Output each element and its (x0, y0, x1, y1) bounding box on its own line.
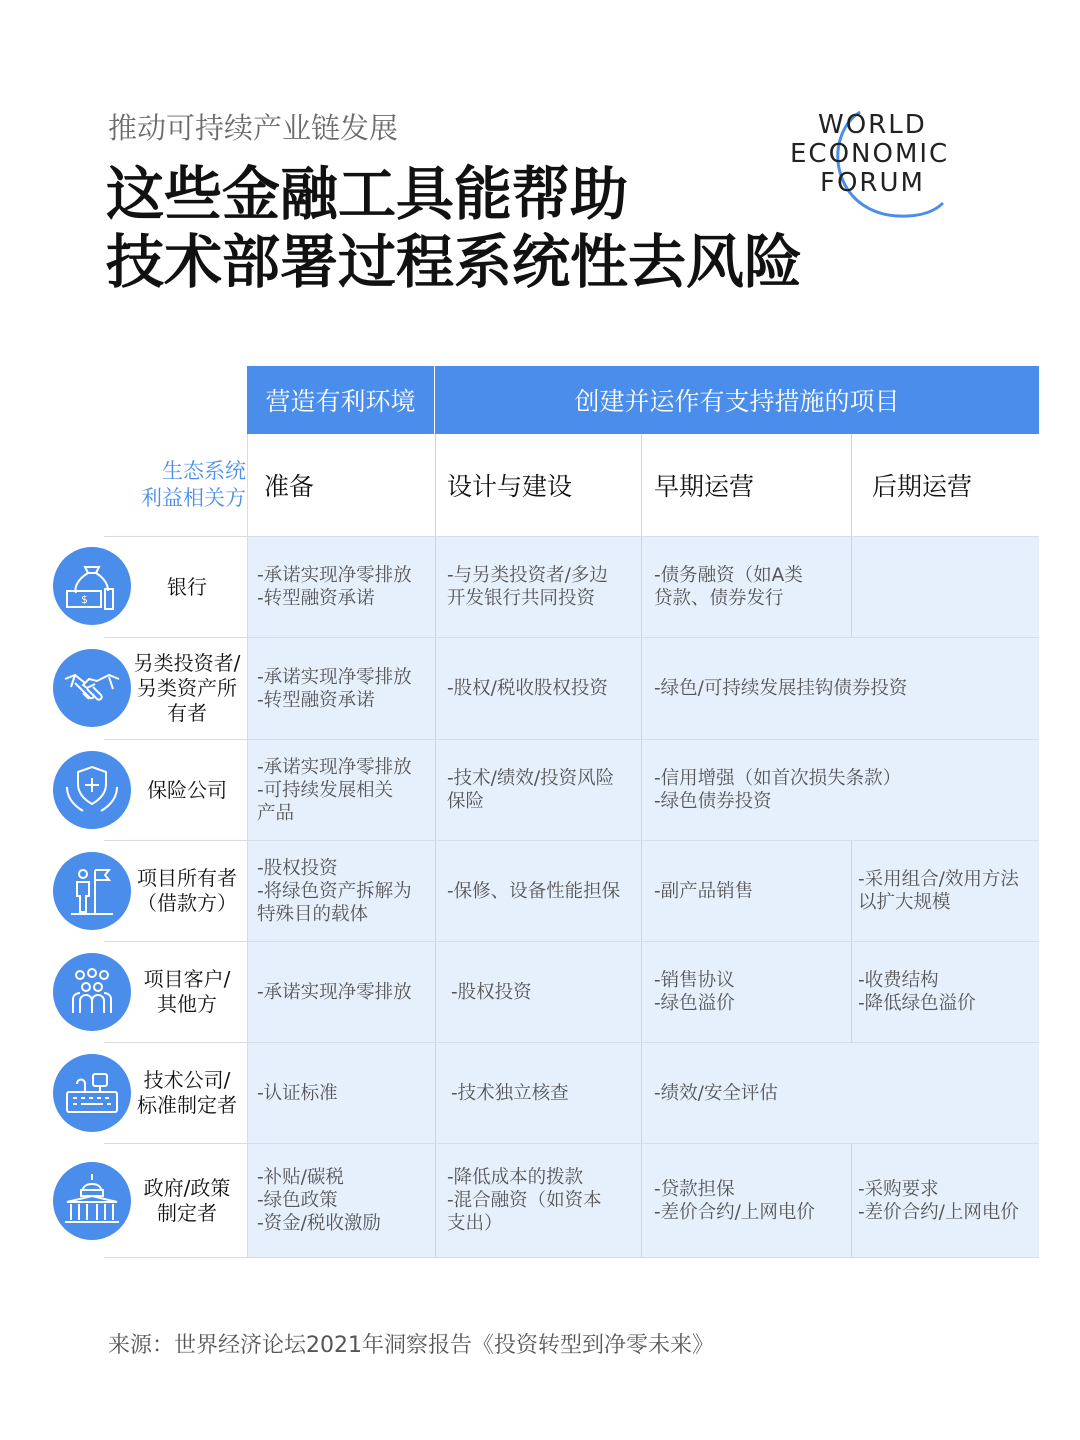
stakeholder-header (104, 434, 246, 536)
stakeholder-label-government (128, 1144, 246, 1257)
cell-project-owner-early (654, 841, 844, 941)
cell-government-late (858, 1144, 1036, 1257)
cell-line: -绿色溢价 (654, 993, 735, 1014)
label-line: 技术公司/ (143, 1068, 231, 1092)
cell-line: -差价合约/上网电价 (858, 1201, 1019, 1223)
cell-line: -降低成本的拨款 (447, 1167, 584, 1188)
cell-line: -承诺实现净零排放 (257, 666, 412, 688)
government-building-icon (53, 1162, 131, 1240)
handshake-icon (53, 649, 131, 727)
cell-line: 保险 (447, 791, 485, 812)
label-line: 有者 (167, 701, 207, 725)
cell-project-owner-design (447, 841, 637, 941)
stakeholder-label-bank (128, 537, 246, 637)
cell-line: -技术/绩效/投资风险 (447, 768, 615, 789)
label-line: 制定者 (157, 1200, 217, 1225)
cell-line: -收费结构 (858, 970, 939, 991)
cell-customers-late (858, 942, 1036, 1042)
cell-line: -降低绿色溢价 (858, 993, 976, 1014)
column-divider (851, 1143, 852, 1257)
cell-tech-design (451, 1043, 637, 1143)
stakeholder-label-tech-companies (128, 1043, 246, 1143)
title-line-1: 这些金融工具能帮助 (106, 160, 629, 228)
cell-line: -保修、设备性能担保 (447, 880, 621, 902)
cell-line: -绿色政策 (257, 1190, 338, 1211)
cell-government-design (447, 1144, 637, 1257)
cell-project-owner-prep (257, 841, 433, 941)
cell-line: -承诺实现净零排放 (257, 565, 412, 586)
cell-line: -补贴/碳税 (257, 1167, 344, 1188)
label-line: 标准制定者 (137, 1093, 237, 1117)
insurance-shield-hands-icon (53, 751, 131, 829)
cell-line: -绿色债券投资 (654, 791, 772, 812)
customer-group-icon (53, 953, 131, 1031)
page-title (106, 160, 802, 296)
stakeholder-header-line-1: 生态系统 (162, 459, 246, 483)
logo-text-economic: ECONOMIC (790, 139, 950, 169)
subtitle: 推动可持续产业链发展 (108, 111, 399, 145)
label-line: 另类投资者/ (133, 651, 241, 675)
cell-line: 产品 (257, 802, 295, 824)
cell-alt-investors-design (447, 638, 637, 739)
source-note: 来源：世界经济论坛2021年洞察报告《投资转型到净零未来》 (108, 1333, 714, 1358)
cell-line: -股权/税收股权投资 (447, 678, 608, 699)
cell-government-early (654, 1144, 844, 1257)
cell-insurance-prep (257, 740, 433, 840)
stage-late-operation: 后期运营 (872, 472, 973, 501)
cell-bank-prep (257, 537, 433, 637)
cell-line: -承诺实现净零排放 (257, 756, 412, 778)
cell-line: -股权投资 (451, 981, 532, 1003)
label-line: （借款方） (137, 891, 237, 915)
stage-early-operation: 早期运营 (654, 472, 755, 501)
column-divider (247, 434, 248, 1257)
cell-line: -资金/税收激励 (257, 1213, 381, 1234)
label-line: 其他方 (157, 992, 217, 1016)
stage-design-build: 设计与建设 (447, 472, 573, 501)
cell-line: -差价合约/上网电价 (654, 1201, 815, 1223)
cell-line: 以扩大规模 (858, 892, 951, 913)
cell-line: -混合融资（如资本 (447, 1190, 602, 1211)
cell-line: -股权投资 (257, 857, 338, 879)
stakeholder-label-insurance (128, 740, 246, 840)
stakeholder-header-line-2: 利益相关方 (141, 486, 246, 510)
label-line: 保险公司 (147, 777, 227, 802)
title-line-2: 技术部署过程系统性去风险 (106, 228, 803, 296)
group-header-supported-projects: 创建并运作有支持措施的项目 (435, 366, 1039, 434)
cell-line: -销售协议 (654, 970, 735, 991)
stakeholder-label-alternative-investors (128, 638, 246, 739)
cell-customers-prep (257, 942, 433, 1042)
label-line: 政府/政策 (143, 1175, 231, 1200)
cell-government-prep (257, 1144, 433, 1257)
cell-line: -技术独立核查 (451, 1082, 569, 1104)
cell-line: -信用增强（如首次损失条款） (654, 768, 902, 789)
cell-bank-early (654, 537, 844, 637)
cell-line: -采购要求 (858, 1178, 939, 1200)
cell-line: -转型融资承诺 (257, 689, 375, 711)
cell-line: -与另类投资者/多边 (447, 565, 608, 586)
cell-project-owner-late (858, 841, 1036, 941)
tech-standards-icon (53, 1054, 131, 1132)
cell-line: -转型融资承诺 (257, 588, 375, 609)
row-divider (104, 1257, 1039, 1258)
stakeholder-label-project-owner (128, 841, 246, 941)
group-header-enabling-environment: 营造有利环境 (247, 366, 434, 434)
cell-alt-investors-operation (654, 638, 1034, 739)
cell-line: -贷款担保 (654, 1178, 735, 1200)
label-line: 另类资产所 (137, 676, 237, 700)
cell-line: -债务融资（如A类 (654, 565, 803, 586)
cell-line: -绩效/安全评估 (654, 1082, 778, 1104)
cell-line: 开发银行共同投资 (447, 588, 596, 609)
cell-customers-early (654, 942, 844, 1042)
cell-insurance-operation (654, 740, 1034, 840)
cell-line: 贷款、债券发行 (654, 588, 784, 609)
svg-text:$: $ (81, 593, 88, 606)
stage-preparation: 准备 (264, 472, 315, 501)
cell-line: -副产品销售 (654, 880, 754, 902)
label-line: 项目客户/ (143, 967, 231, 991)
cell-line: -认证标准 (257, 1082, 338, 1104)
cell-line: 特殊目的载体 (257, 903, 369, 925)
cell-insurance-design (447, 740, 637, 840)
logo-text-forum: FORUM (820, 168, 925, 198)
column-divider (435, 434, 436, 1257)
cell-tech-prep (257, 1043, 433, 1143)
cell-bank-design (447, 537, 637, 637)
wef-logo (788, 108, 978, 218)
logo-text-world: WORLD (818, 110, 927, 140)
cell-line: -承诺实现净零排放 (257, 981, 412, 1003)
column-divider (641, 434, 642, 1257)
cell-line: -将绿色资产拆解为 (257, 880, 412, 902)
cell-line: -绿色/可持续发展挂钩债券投资 (654, 678, 908, 699)
stakeholder-label-project-customers (128, 942, 246, 1042)
cell-line: -可持续发展相关 (257, 779, 394, 801)
cell-line: -采用组合/效用方法 (858, 869, 1019, 890)
label-line: 项目所有者 (137, 866, 237, 890)
project-owner-flag-icon (53, 852, 131, 930)
bank-money-bag-icon (53, 547, 131, 625)
cell-tech-early (654, 1043, 844, 1143)
cell-line: 支出） (447, 1213, 503, 1234)
cell-alt-investors-prep (257, 638, 433, 739)
cell-customers-design (451, 942, 637, 1042)
label-line: 银行 (167, 574, 207, 599)
